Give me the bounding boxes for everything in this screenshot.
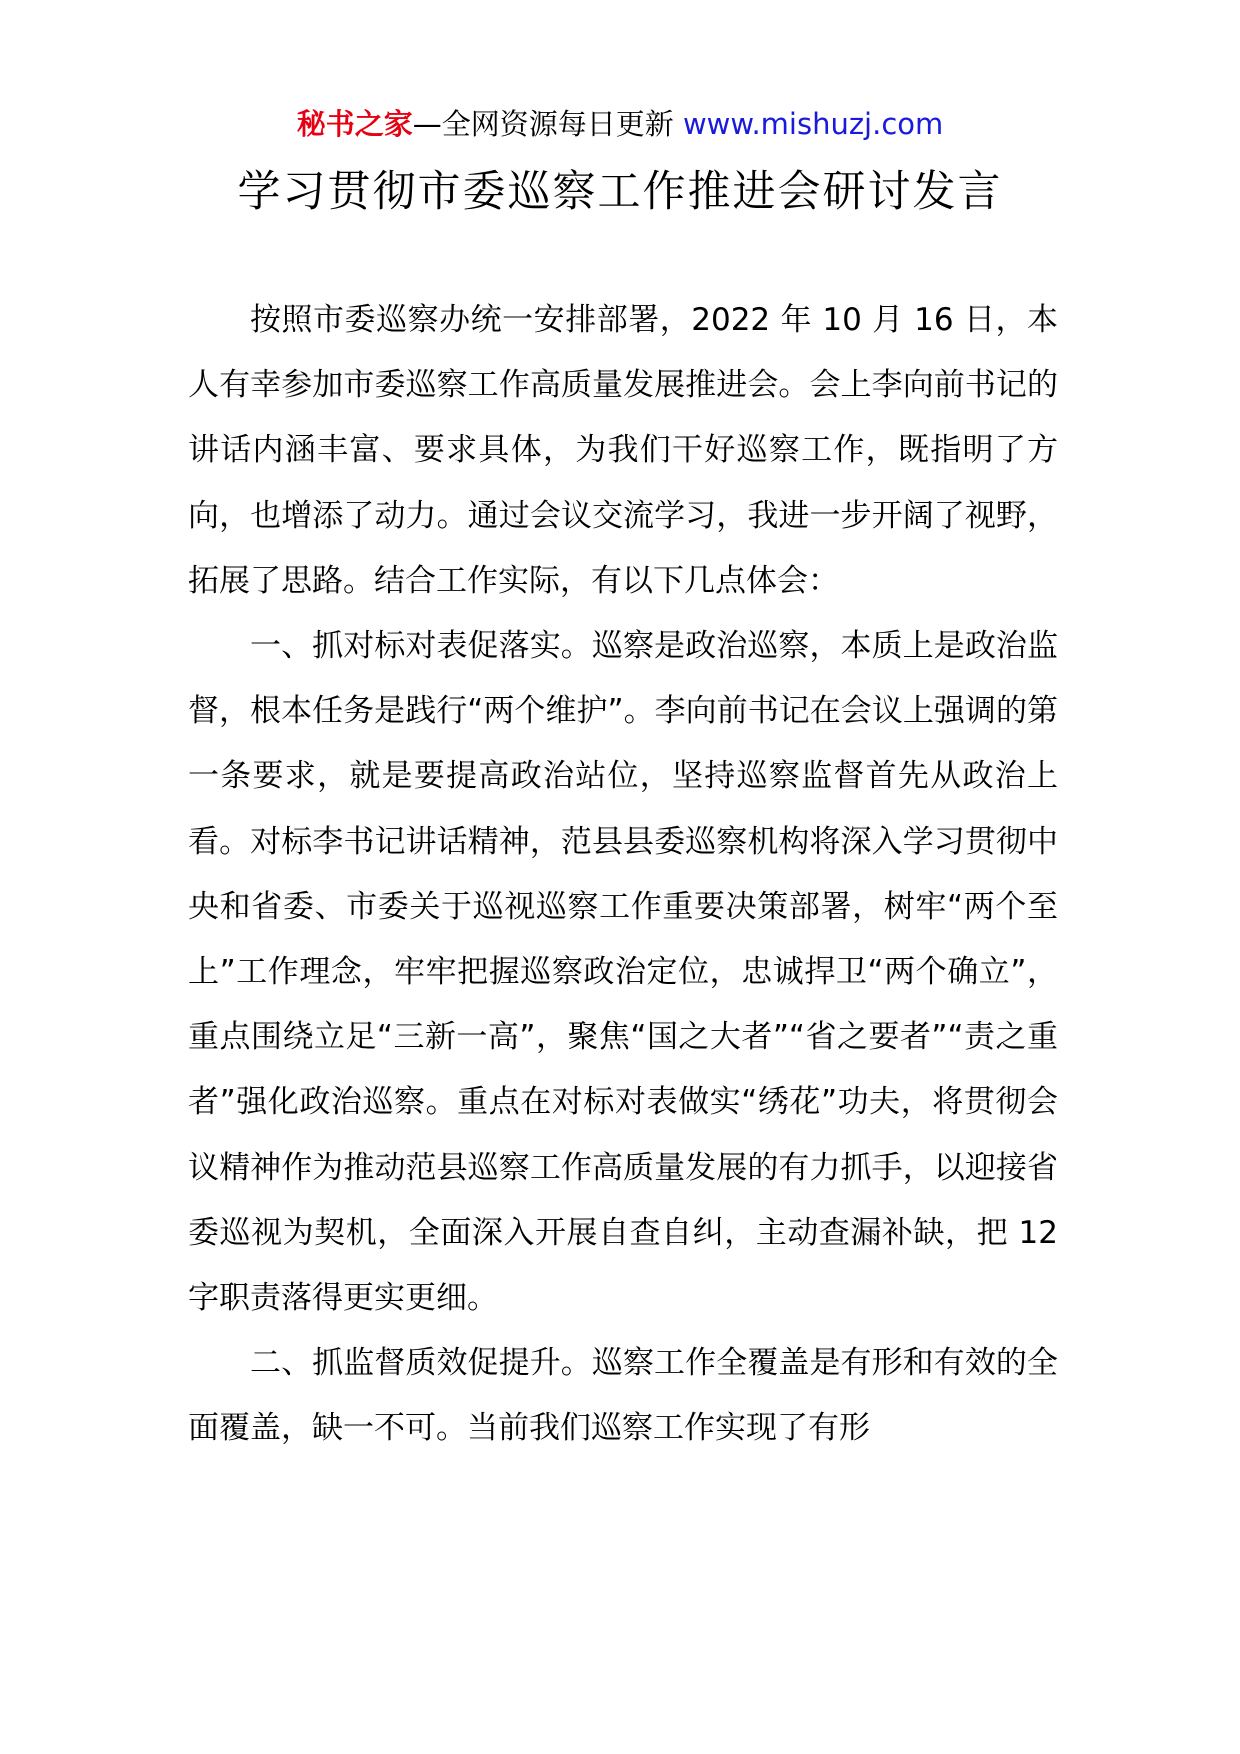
paragraph-intro: 按照市委巡察办统一安排部署，2022 年 10 月 16 日，本人有幸参加市委巡察工作高质量发展推进会。会上李向前书记的讲话内涵丰富、要求具体，为我们干好巡察工作，既指明了方向，也增添了动力。通过会议交流学习，我进一步开阔了视野，拓展了思路。结合工作实际，有以下几点体会：: [188, 302, 1058, 599]
brand-name: 秘书之家: [296, 107, 413, 141]
document-body: [188, 288, 1058, 1462]
paragraph-point-one: 一、抓对标对表促落实。巡察是政治巡察，本质上是政治监督，根本任务是践行“两个维护”。李向前书记在会议上强调的第一条要求，就是要提高政治站位，坚持巡察监督首先从政治上看。对标李书记讲话精神，范县县委巡察机构将深入学习贯彻中央和省委、市委关于巡视巡察工作重要决策部署，树牢“两个至上”工作理念，牢牢把握巡察政治定位，忠诚捍卫“两个确立”，重点围绕立足“三新一高”，聚焦“国之大者”“省之要者”“责之重者”强化政治巡察。重点在对标对表做实“绣花”功夫，将贯彻会议精神作为推动范县巡察工作高质量发展的有力抓手，以迎接省委巡视为契机，全面深入开展自查自纠，主动查漏补缺，把 12 字职责落得更实更细。: [188, 628, 1058, 1317]
site-header: [0, 104, 1240, 144]
document-title: 学习贯彻市委巡察工作推进会研讨发言: [237, 167, 1003, 217]
site-slogan: —全网资源每日更新: [412, 107, 683, 141]
paragraph-point-two: 二、抓监督质效促提升。巡察工作全覆盖是有形和有效的全面覆盖，缺一不可。当前我们巡察工作实现了有形: [188, 1345, 1058, 1447]
site-url-link[interactable]: www.mishuzj.com: [682, 107, 944, 141]
